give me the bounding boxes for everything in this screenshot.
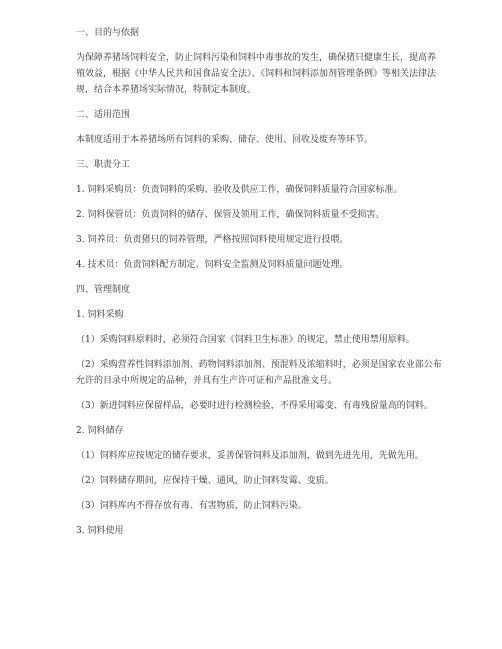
list-item-feeder: 3. 饲养员：负责猪只的饲养管理，严格按照饲料使用规定进行投喂。 — [76, 235, 349, 245]
paragraph-purchase-2: （2）采购营养性饲料添加剂、药物饲料添加剂、预混料及浓缩料时，必须是国家农业部公布允许的目录中所规定的品种，并具有生产许可证和产品批准文号。 — [76, 360, 442, 386]
paragraph-storage-2: （2）饲料储存期间，应保持干燥、通风，防止饲料发霉、变质。 — [76, 476, 334, 486]
paragraph-storage-3: （3）饲料库内不得存放有毒、有害物质，防止饲料污染。 — [76, 501, 307, 511]
list-item-purchaser: 1. 饲料采购员：负责饲料的采购、验收及供应工作，确保饲料质量符合国家标准。 — [76, 185, 403, 195]
paragraph-purchase-3: （3）新进饲料应保留样品，必要时进行检测检验，不得采用霉变、有毒残留量高的饲料。 — [76, 401, 433, 411]
section-heading-scope: 二、适用范围 — [76, 110, 131, 120]
section-heading-purpose: 一、目的与依据 — [76, 28, 140, 38]
list-item-keeper: 2. 饲料保管员：负责饲料的储存、保管及领用工作，确保饲料质量不受损害。 — [76, 210, 385, 220]
section-heading-management: 四、管理制度 — [76, 285, 131, 295]
section-heading-duties: 三、职责分工 — [76, 160, 131, 170]
list-item-technician: 4. 技术员：负责饲料配方制定、饲料安全监测及饲料质量问题处理。 — [76, 260, 349, 270]
paragraph-purpose: 为保障养猪场饲料安全，防止饲料污染和饲料中毒事故的发生，确保猪只健康生长，提高养殖效益，根据《中华人民共和国食品安全法》、《饲料和饲料添加剂管理条例》等相关法律法规，结合本养猪场实际情况，特制定本制度。 — [76, 53, 437, 95]
paragraph-storage-1: （1）饲料库应按规定的储存要求，妥善保管饲料及添加剂，做到先进先用，先做先用。 — [76, 451, 424, 461]
subheading-purchase: 1. 饲料采购 — [76, 310, 124, 320]
paragraph-scope: 本制度适用于本养猪场所有饲料的采购、储存、使用、回收及废弃等环节。 — [76, 135, 374, 145]
subheading-usage: 3. 饲料使用 — [76, 526, 124, 536]
paragraph-purchase-1: （1）采购饲料原料时，必须符合国家《饲料卫生标准》的规定，禁止使用禁用原料。 — [76, 335, 415, 345]
subheading-storage: 2. 饲料储存 — [76, 426, 124, 436]
